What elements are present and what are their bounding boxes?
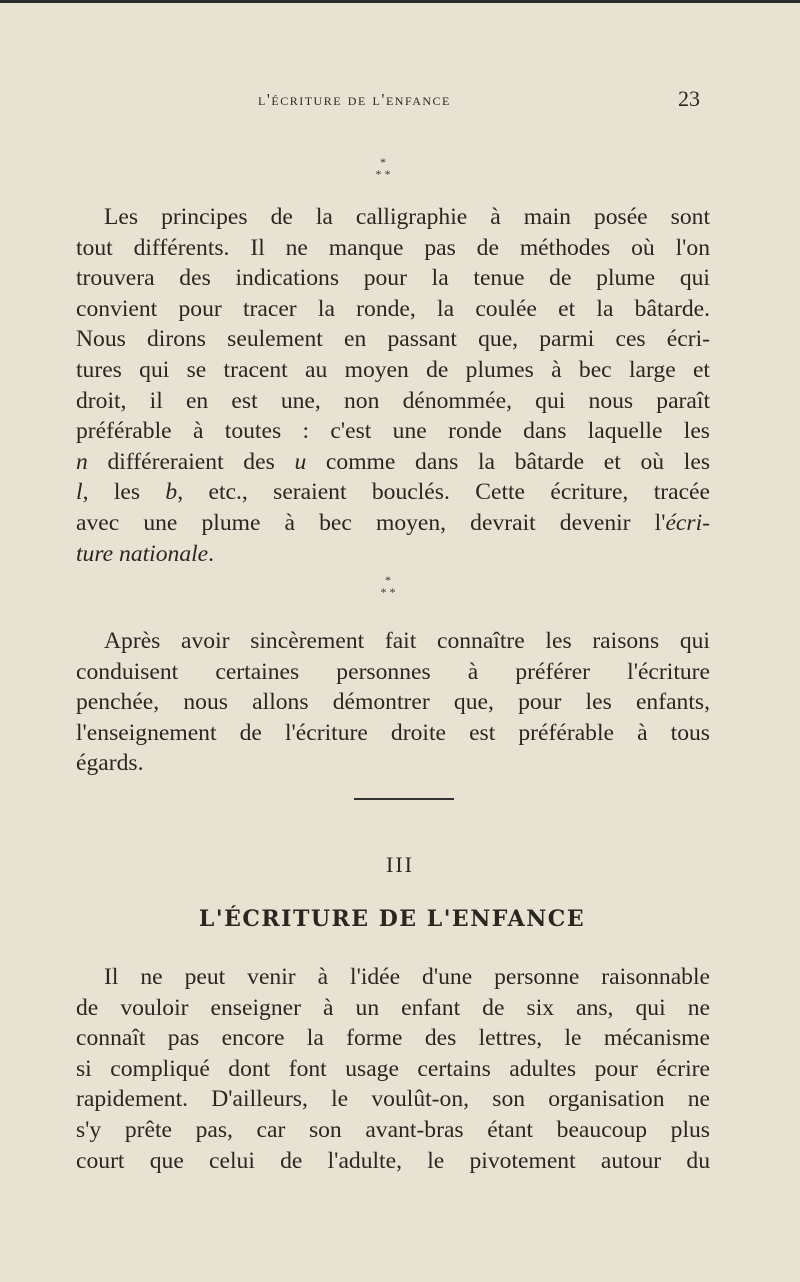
asterism-bottom: * * <box>375 167 391 181</box>
text-line: si compliqué dont font usage certains adultes pour écrire <box>76 1055 710 1082</box>
asterism-top: * <box>380 155 386 169</box>
text-line <box>76 447 710 478</box>
paragraph-calligraphy <box>76 202 710 569</box>
italic-letter: u <box>294 448 307 475</box>
text-line: convient pour tracer la ronde, la coulée et la bâtarde. <box>76 295 710 322</box>
text-line <box>76 539 710 570</box>
text-line: Il ne peut venir à l'idée d'une personne raisonnable <box>104 964 710 990</box>
italic-letter: n <box>76 448 88 475</box>
text-line: égards. <box>76 750 144 777</box>
paragraph-childhood <box>76 962 710 1176</box>
text-line: Nous dirons seulement en passant que, parmi ces écri- <box>76 326 710 353</box>
italic-letter: l <box>76 479 83 506</box>
italic-run: ture nationale <box>76 540 209 567</box>
asterism-top: * <box>385 573 391 587</box>
text-line: trouvera des indications pour la tenue de plume qui <box>76 265 710 292</box>
text-line: tures qui se tracent au moyen de plumes à bec large et <box>76 356 710 383</box>
text-line: Après avoir sincèrement fait connaître les raisons qui <box>104 628 710 654</box>
text-line: s'y prête pas, car son avant-bras étant beaucoup plus <box>76 1116 710 1143</box>
text-line: rapidement. D'ailleurs, le voulût-on, son organisation ne <box>76 1086 710 1113</box>
asterism-separator <box>353 156 413 180</box>
section-number: III <box>386 852 414 877</box>
text-run: comme dans la bâtarde et où les <box>306 448 711 475</box>
text-line: penchée, nous allons démontrer que, pour les enfants, <box>76 689 710 716</box>
asterism-bottom: * * <box>380 585 396 599</box>
text-run: , etc., seraient bouclés. Cette écriture, tracée <box>177 479 710 506</box>
text-run: différeraient des <box>87 448 295 475</box>
text-line: préférable à toutes : c'est une ronde dans laquelle les <box>76 418 710 445</box>
text-line: l'enseignement de l'écriture droite est préférable à tous <box>76 719 710 746</box>
text-line: conduisent certaines personnes à préférer l'écriture <box>76 658 710 685</box>
text-line <box>76 508 710 539</box>
paragraph-conclusion <box>76 626 710 779</box>
text-line: tout différents. Il ne manque pas de méthodes où l'on <box>76 234 710 261</box>
italic-letter: b <box>165 479 178 506</box>
section-divider <box>354 798 454 800</box>
asterism-separator <box>358 574 418 598</box>
italic-run: écri- <box>665 509 710 536</box>
text-line <box>76 477 710 508</box>
page-number: 23 <box>678 86 700 111</box>
text-run: . <box>208 540 215 567</box>
text-line: court que celui de l'adulte, le pivotement autour du <box>76 1147 710 1174</box>
text-run: avec une plume à bec moyen, devrait devenir l' <box>76 509 666 536</box>
text-line: Les principes de la calligraphie à main posée sont <box>104 204 710 230</box>
section-title: L'ÉCRITURE DE L'ENFANCE <box>198 906 586 932</box>
text-line: connaît pas encore la forme des lettres, le mécanisme <box>76 1025 710 1052</box>
running-header: l'écriture de l'enfance <box>258 90 451 109</box>
text-line: droit, il en est une, non dénommée, qui nous paraît <box>76 387 710 414</box>
text-run: , les <box>82 479 166 506</box>
text-line: de vouloir enseigner à un enfant de six ans, qui ne <box>76 994 710 1021</box>
